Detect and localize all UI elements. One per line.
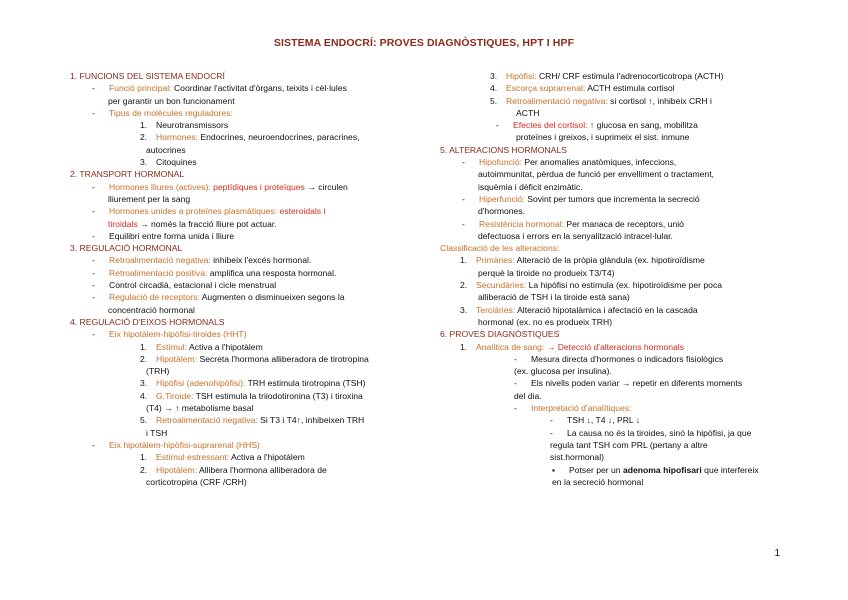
text-run: Si T3 i T4↑, inhibeixen TRH bbox=[260, 415, 365, 426]
text-line bbox=[440, 181, 780, 193]
text-line bbox=[440, 414, 780, 426]
text-run: Estímul estressant: bbox=[156, 452, 231, 463]
line-text bbox=[109, 279, 276, 291]
line-text bbox=[531, 377, 742, 389]
text-line bbox=[70, 218, 410, 230]
document-title: SISTEMA ENDOCRÍ: PROVES DIAGNÒSTIQUES, HPT I HPF bbox=[273, 37, 575, 49]
dash-bullet: - bbox=[514, 403, 517, 414]
dash-bullet: - bbox=[92, 230, 95, 241]
list-number: 3. bbox=[140, 157, 148, 168]
text-run: Allibera l'hormona alliberadora de bbox=[199, 464, 327, 475]
text-line bbox=[70, 341, 410, 353]
line-text bbox=[156, 390, 363, 402]
text-run: Hipòfisi (adenohipòfisi): bbox=[156, 378, 248, 389]
text-line bbox=[440, 476, 780, 488]
right-column bbox=[440, 70, 780, 488]
text-run: (TRH) bbox=[146, 366, 170, 377]
text-run: 5. ALTERACIONS HORMONALS bbox=[440, 144, 567, 155]
line-text bbox=[552, 476, 643, 488]
text-line bbox=[70, 193, 410, 205]
text-line bbox=[70, 365, 410, 377]
line-text bbox=[476, 341, 684, 353]
text-line bbox=[70, 70, 410, 82]
text-run: ACTH bbox=[516, 107, 540, 118]
text-line bbox=[440, 451, 780, 463]
line-text bbox=[156, 131, 360, 143]
dash-bullet: - bbox=[550, 427, 553, 438]
text-run: Retroalimentació negativa: bbox=[156, 415, 261, 426]
dash-bullet: - bbox=[92, 439, 95, 450]
line-text bbox=[479, 193, 700, 205]
text-line bbox=[440, 353, 780, 365]
dash-bullet: - bbox=[92, 181, 95, 192]
text-line bbox=[440, 427, 780, 439]
text-run: que interfereix bbox=[701, 464, 759, 475]
line-text bbox=[531, 353, 723, 365]
text-run: perquè la tiroide no produeix T3/T4) bbox=[478, 267, 615, 278]
line-text bbox=[146, 365, 169, 377]
text-line bbox=[440, 304, 780, 316]
text-line bbox=[70, 267, 410, 279]
text-run: → només la fracció lliure pot actuar. bbox=[137, 218, 277, 229]
text-line bbox=[440, 341, 780, 353]
text-run: Eix hipotàlem-hipòfisi-suprarenal (HHS) bbox=[109, 439, 260, 450]
text-line bbox=[440, 279, 780, 291]
text-run: Citoquines bbox=[156, 157, 197, 168]
line-text bbox=[514, 390, 542, 402]
line-text bbox=[109, 107, 233, 119]
line-text bbox=[146, 427, 167, 439]
text-line bbox=[440, 119, 780, 131]
text-run: TRH estimula tirotropina (TSH) bbox=[247, 378, 366, 389]
list-number: 1. bbox=[140, 452, 148, 463]
text-run: TSH estimula la triiodotironina (T3) i tiroxina bbox=[195, 390, 363, 401]
text-run: Per anomalies anatòmiques, infeccions, bbox=[524, 157, 677, 168]
text-run: La hipòfisi no estimula (ex. hipotiroïdisme per poca bbox=[528, 280, 723, 291]
list-number: 2. bbox=[140, 464, 148, 475]
text-run: Resistència hormonal: bbox=[479, 218, 567, 229]
text-line bbox=[70, 242, 410, 254]
text-line bbox=[70, 168, 410, 180]
text-run: Hipotàlem: bbox=[156, 464, 199, 475]
text-run: → circulen bbox=[304, 181, 348, 192]
list-number: 3. bbox=[140, 378, 148, 389]
text-run: Estímul: bbox=[156, 341, 189, 352]
line-text bbox=[146, 402, 253, 414]
text-run: 4. REGULACIÓ D'EIXOS HORMONALS bbox=[70, 316, 225, 327]
text-run: Classificació de les alteracions: bbox=[440, 243, 560, 254]
text-line bbox=[70, 464, 410, 476]
list-number: 2. bbox=[140, 353, 148, 364]
line-text bbox=[70, 70, 225, 82]
text-run: Hipòfisi: bbox=[506, 71, 539, 81]
text-run: Activa a l'hipotàlem bbox=[188, 341, 263, 352]
text-line bbox=[440, 402, 780, 414]
text-run: autocrines bbox=[146, 144, 186, 155]
line-text bbox=[478, 205, 525, 217]
line-text bbox=[516, 131, 689, 143]
line-text bbox=[109, 205, 325, 217]
text-run: Interpretació d'analítiques: bbox=[531, 403, 632, 414]
text-run: Funció principal: bbox=[109, 83, 174, 94]
dash-bullet: - bbox=[514, 378, 517, 389]
dash-bullet: - bbox=[462, 218, 465, 229]
text-line bbox=[70, 390, 410, 402]
dash-bullet: - bbox=[92, 206, 95, 217]
line-text bbox=[156, 341, 263, 353]
text-line bbox=[70, 107, 410, 119]
text-line bbox=[440, 328, 780, 340]
text-run: concentració hormonal bbox=[108, 304, 195, 315]
line-text bbox=[476, 254, 705, 266]
text-run: Els nivells poden variar → repetir en diferents moments bbox=[531, 378, 743, 389]
text-line bbox=[70, 316, 410, 328]
text-run: Hormones unides a proteïnes plasmàtiques: bbox=[109, 206, 280, 217]
text-line bbox=[440, 390, 780, 402]
text-line bbox=[70, 414, 410, 426]
line-text bbox=[440, 144, 567, 156]
dash-bullet: - bbox=[550, 415, 553, 426]
text-run: Efectes del cortisol: bbox=[513, 120, 590, 131]
line-text bbox=[476, 304, 698, 316]
text-run: d'hormones. bbox=[478, 206, 526, 217]
text-line bbox=[440, 168, 780, 180]
text-run: Potser per un bbox=[569, 464, 623, 475]
line-text bbox=[476, 279, 722, 291]
text-run: CRH/ CRF estimula l'adrenocorticotropa (ACTH) bbox=[538, 71, 724, 81]
line-text bbox=[156, 414, 364, 426]
line-text bbox=[478, 291, 630, 303]
text-run: La causa no és la tiroides, sinó la hipòfisi, ja que bbox=[567, 427, 752, 438]
text-run: 3. REGULACIÓ HORMONAL bbox=[70, 243, 183, 254]
line-text bbox=[108, 193, 190, 205]
text-run: 6. PROVES DIAGNÒSTIQUES bbox=[440, 329, 560, 340]
text-run: TSH ↓, T4 ↓, PRL ↓ bbox=[567, 415, 641, 426]
text-run: ACTH estimula cortisol bbox=[587, 83, 675, 94]
list-number: 5. bbox=[490, 95, 498, 106]
text-line bbox=[440, 439, 780, 451]
text-line bbox=[440, 316, 780, 328]
line-text bbox=[109, 439, 260, 451]
line-text bbox=[567, 427, 751, 439]
line-text bbox=[567, 414, 640, 426]
line-text bbox=[550, 439, 708, 451]
line-text bbox=[109, 181, 348, 193]
line-text bbox=[479, 156, 676, 168]
text-run: 2. TRANSPORT HORMONAL bbox=[70, 169, 185, 180]
text-run: Activa a l'hipotàlem bbox=[231, 452, 305, 463]
text-line bbox=[440, 144, 780, 156]
text-run: Retroalimentació negativa: bbox=[109, 255, 214, 266]
text-run: Tipus de molècules reguladores: bbox=[109, 107, 233, 118]
list-number: 2. bbox=[460, 280, 468, 291]
list-number: 3. bbox=[490, 71, 498, 81]
text-run: Eix hipotàlem-hipòfisi-tiroides (HHT) bbox=[109, 329, 247, 340]
list-number: 4. bbox=[140, 390, 148, 401]
text-line bbox=[440, 230, 780, 242]
text-run: Retroalimentació negativa: bbox=[506, 95, 611, 106]
text-run: Endocrines, neuroendocrines, paracrines, bbox=[200, 132, 360, 143]
text-run: Augmenten o disminueixen segons la bbox=[201, 292, 345, 303]
list-number: 4. bbox=[490, 83, 498, 94]
dash-bullet: - bbox=[462, 193, 465, 204]
text-run: Alteració hipotalàmica i afectació en la cascada bbox=[517, 304, 698, 315]
line-text bbox=[478, 230, 673, 242]
line-text bbox=[478, 181, 583, 193]
text-run: Control circadià, estacional i cicle menstrual bbox=[109, 280, 277, 291]
line-text bbox=[440, 242, 559, 254]
text-run: alliberació de TSH i la tiroide està sana) bbox=[478, 292, 630, 303]
text-line bbox=[440, 131, 780, 143]
text-run: (T4) → ↑ metabolisme basal bbox=[146, 403, 254, 414]
text-line bbox=[440, 205, 780, 217]
text-run: Secundàries: bbox=[476, 280, 529, 291]
text-run: en la secreció hormonal bbox=[552, 476, 644, 487]
text-run: regula tant TSH com PRL (pertany a altre bbox=[550, 439, 708, 450]
text-line bbox=[440, 377, 780, 389]
line-text bbox=[514, 365, 612, 377]
text-line bbox=[70, 291, 410, 303]
text-run: tiroidals bbox=[108, 218, 138, 229]
line-text bbox=[479, 218, 684, 230]
text-run: i TSH bbox=[146, 427, 168, 438]
text-run: Per manaca de receptors, unió bbox=[566, 218, 684, 229]
text-line bbox=[70, 156, 410, 168]
text-line bbox=[70, 476, 410, 488]
dash-bullet: - bbox=[92, 255, 95, 266]
dash-bullet: - bbox=[92, 292, 95, 303]
text-run: proteïnes i greixos, i suprimeix el sist. inmune bbox=[516, 132, 690, 143]
line-text bbox=[506, 95, 712, 107]
list-number: 1. bbox=[140, 341, 148, 352]
line-text bbox=[478, 316, 612, 328]
line-text bbox=[109, 267, 336, 279]
line-text bbox=[506, 70, 724, 82]
left-column bbox=[70, 70, 410, 488]
text-line bbox=[440, 218, 780, 230]
text-run: (ex. glucosa per insulina). bbox=[514, 366, 612, 377]
dash-bullet: - bbox=[92, 107, 95, 118]
line-text bbox=[156, 156, 197, 168]
line-text bbox=[506, 82, 675, 94]
text-line bbox=[70, 279, 410, 291]
text-line bbox=[440, 365, 780, 377]
text-line bbox=[70, 353, 410, 365]
text-run: autoimmunitat, pèrdua de funció per envelliment o tractament, bbox=[478, 169, 714, 180]
line-text bbox=[108, 95, 235, 107]
text-run: Sovint per tumors que incrementa la secreció bbox=[527, 193, 700, 204]
dash-bullet: - bbox=[496, 120, 499, 131]
text-run: sist.hormonal) bbox=[550, 452, 604, 463]
text-run: esteroidals i bbox=[279, 206, 326, 217]
text-line bbox=[70, 402, 410, 414]
text-line bbox=[70, 144, 410, 156]
text-run: Hiperfunció: bbox=[479, 193, 528, 204]
text-run: Terciàries: bbox=[476, 304, 518, 315]
text-run: hormonal (ex. no es produeix TRH) bbox=[478, 316, 613, 327]
text-run: Hormones: bbox=[156, 132, 201, 143]
text-line bbox=[440, 107, 780, 119]
text-run: ↑ glucosa en sang, mobilitza bbox=[589, 120, 698, 131]
line-text bbox=[531, 402, 632, 414]
text-run: adenoma hipofisari bbox=[622, 464, 702, 475]
line-text bbox=[156, 353, 369, 365]
text-run: si cortisol ↑, inhibeix CRH i bbox=[610, 95, 712, 106]
text-run: peptídiques i proteïques bbox=[213, 181, 305, 192]
text-line bbox=[440, 193, 780, 205]
text-run: per garantir un bon funcionament bbox=[108, 95, 235, 106]
line-text bbox=[70, 242, 182, 254]
text-run: Escorça suprarrenal: bbox=[506, 83, 588, 94]
text-line bbox=[70, 131, 410, 143]
line-text bbox=[156, 377, 366, 389]
text-line bbox=[70, 230, 410, 242]
list-number: 2. bbox=[140, 132, 148, 143]
line-text bbox=[156, 119, 228, 131]
text-line bbox=[70, 82, 410, 94]
text-line bbox=[440, 156, 780, 168]
text-run: Hipofunció: bbox=[479, 157, 525, 168]
text-line bbox=[440, 242, 780, 254]
line-text bbox=[109, 291, 345, 303]
line-text bbox=[569, 464, 759, 476]
text-run: Regulació de receptors: bbox=[109, 292, 202, 303]
text-run: del dia. bbox=[514, 390, 542, 401]
text-line bbox=[70, 377, 410, 389]
line-text bbox=[440, 328, 559, 340]
text-line bbox=[440, 254, 780, 266]
page-number: 1 bbox=[774, 548, 780, 559]
line-text bbox=[108, 304, 195, 316]
line-text bbox=[513, 119, 698, 131]
text-run: Neurotransmissors bbox=[156, 120, 229, 131]
text-run: amplifica una resposta hormonal. bbox=[209, 267, 337, 278]
text-line bbox=[440, 464, 780, 476]
dash-bullet: - bbox=[462, 157, 465, 168]
text-run: Analítica de sang: bbox=[476, 341, 547, 352]
list-number: 3. bbox=[460, 304, 468, 315]
line-text bbox=[70, 168, 184, 180]
text-line bbox=[440, 291, 780, 303]
text-line bbox=[440, 95, 780, 107]
list-number: 1. bbox=[460, 255, 468, 266]
text-line bbox=[70, 119, 410, 131]
square-bullet: ▪ bbox=[552, 464, 556, 475]
dash-bullet: - bbox=[92, 280, 95, 291]
dash-bullet: - bbox=[92, 267, 95, 278]
text-run: Secreta l'hormona alliberadora de tirotropina bbox=[199, 353, 369, 364]
line-text bbox=[146, 476, 247, 488]
dash-bullet: - bbox=[92, 329, 95, 340]
line-text bbox=[108, 218, 277, 230]
line-text bbox=[109, 254, 311, 266]
text-run: Mesura directa d'hormones o indicadors fisiològics bbox=[531, 353, 724, 364]
line-text bbox=[156, 464, 327, 476]
text-line bbox=[70, 205, 410, 217]
text-line bbox=[70, 451, 410, 463]
line-text bbox=[109, 82, 347, 94]
line-text bbox=[478, 267, 614, 279]
line-text bbox=[146, 144, 186, 156]
dash-bullet: - bbox=[92, 83, 95, 94]
line-text bbox=[478, 168, 714, 180]
list-number: 1. bbox=[140, 120, 148, 131]
text-run: Equilibri entre forma unida i lliure bbox=[109, 230, 235, 241]
text-line bbox=[70, 304, 410, 316]
line-text bbox=[70, 316, 224, 328]
text-line bbox=[70, 181, 410, 193]
text-run: G.Tiroide: bbox=[156, 390, 196, 401]
text-run: Retroalimentació positiva: bbox=[109, 267, 210, 278]
text-line bbox=[440, 267, 780, 279]
dash-bullet: - bbox=[514, 353, 517, 364]
text-line bbox=[70, 95, 410, 107]
text-run: Coordinar l'activitat d'òrgans, teixits i cèl·lules bbox=[173, 83, 347, 94]
text-run: corticotropina (CRF /CRH) bbox=[146, 476, 247, 487]
list-number: 1. bbox=[460, 341, 468, 352]
line-text bbox=[109, 230, 234, 242]
line-text bbox=[109, 328, 247, 340]
text-line bbox=[70, 439, 410, 451]
text-line bbox=[440, 70, 780, 82]
text-run: → Detecció d'alteracions hormonals bbox=[546, 341, 685, 352]
text-run: Hipotàlem: bbox=[156, 353, 200, 364]
text-run: Primàries: bbox=[476, 255, 517, 266]
text-run: Alteració de la pròpia glàndula (ex. hipotiroïdisme bbox=[516, 255, 705, 266]
text-run: lliurement per la sang bbox=[108, 193, 191, 204]
text-run: 1. FUNCIONS DEL SISTEMA ENDOCRÍ bbox=[70, 71, 225, 81]
line-text bbox=[156, 451, 305, 463]
text-line bbox=[440, 82, 780, 94]
text-run: isquèmia i dèficit enzimàtic. bbox=[478, 181, 583, 192]
text-line bbox=[70, 427, 410, 439]
text-run: defectuosa i errors en la senyalització intracel·lular. bbox=[478, 230, 673, 241]
text-line bbox=[70, 254, 410, 266]
text-line bbox=[70, 328, 410, 340]
line-text bbox=[550, 451, 604, 463]
text-run: Hormones lliures (actives): bbox=[109, 181, 214, 192]
list-number: 5. bbox=[140, 415, 148, 426]
line-text bbox=[516, 107, 539, 119]
text-run: inhibeix l'excés hormonal. bbox=[213, 255, 312, 266]
